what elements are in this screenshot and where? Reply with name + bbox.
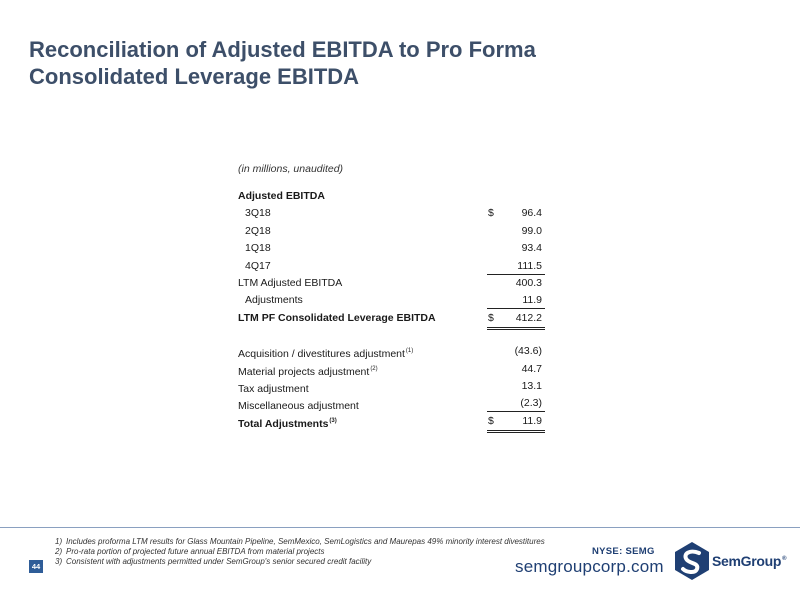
footnote: 1) Includes proforma LTM results for Glass Mountain Pipeline, SemMexico, SemLogistics and Maurepas 49% minority interest divestitures bbox=[55, 537, 545, 546]
row-value: 111.5 bbox=[517, 259, 542, 272]
total-adjustments-label: Total Adjustments$^{(3)}$ bbox=[238, 417, 337, 430]
row-label: Tax adjustment bbox=[238, 382, 309, 395]
footnote: 2) Pro-rata portion of projected future annual EBITDA from material projects bbox=[55, 547, 325, 556]
page-title-line-2: Consolidated Leverage EBITDA bbox=[29, 64, 360, 89]
currency-symbol: $ bbox=[488, 311, 494, 324]
adjustments-value: 11.9 bbox=[522, 294, 542, 307]
table-row bbox=[238, 205, 548, 222]
row-value: 93.4 bbox=[521, 242, 542, 255]
row-label: 4Q17 bbox=[245, 259, 271, 272]
ltm-adjusted-ebitda-value: 400.3 bbox=[515, 276, 542, 289]
ltm-pf-ebitda-label: LTM PF Consolidated Leverage EBITDA bbox=[238, 311, 436, 324]
table-row-total bbox=[238, 310, 548, 327]
currency-symbol: $ bbox=[488, 207, 494, 220]
row-label: 1Q18 bbox=[245, 242, 271, 255]
row-value: (2.3) bbox=[520, 397, 542, 410]
row-label: 3Q18 bbox=[245, 207, 271, 220]
row-label: Miscellaneous adjustment bbox=[238, 400, 359, 413]
ltm-pf-ebitda-value: 412.2 bbox=[515, 311, 542, 324]
table-row bbox=[238, 275, 548, 292]
total-adjustments-value: 11.9 bbox=[522, 414, 542, 427]
double-rule-top bbox=[487, 327, 545, 328]
row-label: Material projects adjustment$^{(2)}$ bbox=[238, 365, 378, 378]
table-row bbox=[238, 395, 548, 412]
currency-symbol: $ bbox=[488, 414, 494, 427]
ticker-label: NYSE: SEMG bbox=[592, 546, 655, 557]
reconciliation-table bbox=[238, 188, 548, 430]
table-row bbox=[238, 361, 548, 378]
row-label: Acquisition / divestitures adjustment$^{(1)}$ bbox=[238, 348, 414, 361]
page-number: 44 bbox=[29, 560, 43, 573]
row-value: 99.0 bbox=[521, 224, 542, 237]
table-row-total bbox=[238, 413, 548, 430]
page-title-line-1: Reconciliation of Adjusted EBITDA to Pro Forma bbox=[29, 37, 536, 62]
table-row bbox=[238, 240, 548, 257]
row-value: 44.7 bbox=[521, 362, 542, 375]
row-value: 96.4 bbox=[521, 207, 542, 220]
footnotes bbox=[55, 537, 575, 567]
double-rule-top bbox=[487, 430, 545, 431]
table-row bbox=[238, 258, 548, 275]
footer-divider bbox=[0, 527, 800, 528]
semgroup-logo-icon bbox=[672, 541, 712, 581]
website-link[interactable]: semgroupcorp.com bbox=[515, 557, 664, 576]
table-row bbox=[238, 343, 548, 360]
semgroup-logo-wordmark: SemGroup® bbox=[712, 553, 787, 569]
section-header-adjusted-ebitda: Adjusted EBITDA bbox=[238, 190, 325, 202]
row-value: (43.6) bbox=[514, 345, 542, 358]
row-value: 13.1 bbox=[521, 379, 542, 392]
double-rule-bottom bbox=[487, 329, 545, 330]
footnote: 3) Consistent with adjustments permitted under SemGroup's senior secured credit facility bbox=[55, 557, 372, 566]
adjustments-label: Adjustments bbox=[245, 294, 303, 307]
ltm-adjusted-ebitda-label: LTM Adjusted EBITDA bbox=[238, 276, 343, 289]
table-row bbox=[238, 378, 548, 395]
table-row bbox=[238, 223, 548, 240]
row-label: 2Q18 bbox=[245, 224, 271, 237]
table-row bbox=[238, 292, 548, 309]
table-units-note: (in millions, unaudited) bbox=[238, 163, 344, 175]
section-header-row bbox=[238, 188, 548, 205]
page-title bbox=[29, 36, 729, 90]
double-rule-bottom bbox=[487, 432, 545, 433]
